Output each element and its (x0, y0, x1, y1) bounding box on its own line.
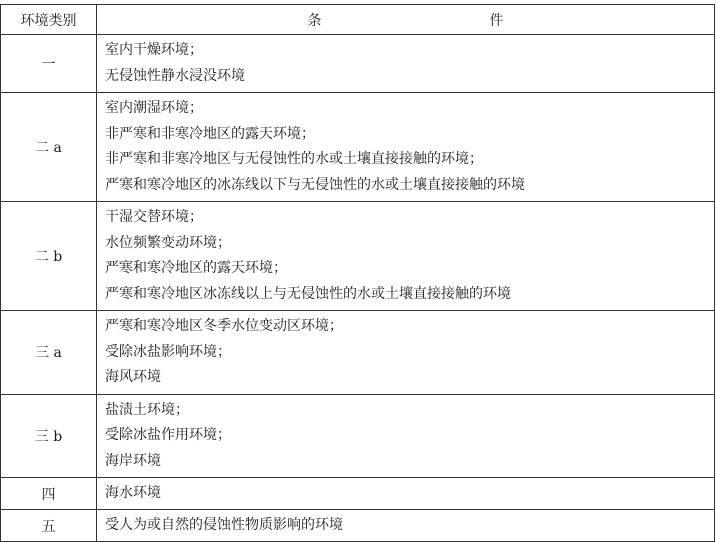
category-cell: 四 (1, 478, 97, 510)
table-row (1, 35, 715, 93)
condition-line: 非严寒和非寒冷地区的露天环境； (105, 125, 315, 142)
condition-line: 受除冰盐影响环境； (105, 343, 231, 360)
condition-cell (97, 394, 715, 478)
category-cell: 二 b (1, 202, 97, 311)
header-condition-char-2: 件 (489, 12, 504, 29)
condition-line: 海岸环境 (105, 452, 161, 469)
condition-line: 室内干燥环境； (105, 42, 203, 58)
condition-line: 严寒和寒冷地区冬季水位变动区环境； (105, 318, 343, 334)
category-cell: 一 (1, 35, 97, 93)
header-condition (97, 5, 715, 35)
condition-cell (97, 311, 715, 395)
category-cell: 三 b (1, 394, 97, 478)
condition-cell (97, 478, 715, 510)
environment-category-table (0, 4, 715, 542)
table-header-row (1, 5, 715, 35)
table-row (1, 311, 715, 395)
condition-line: 海水环境 (105, 485, 161, 501)
category-cell: 五 (1, 510, 97, 542)
condition-line: 干湿交替环境； (105, 209, 203, 225)
condition-line: 受人为或自然的侵蚀性物质影响的环境 (105, 517, 343, 533)
header-environment-category: 环境类别 (1, 5, 97, 35)
condition-line: 水位频繁变动环境； (105, 234, 231, 251)
condition-line: 室内潮湿环境； (105, 100, 203, 116)
condition-line: 非严寒和非寒冷地区与无侵蚀性的水或土壤直接接触的环境； (105, 151, 483, 167)
condition-line: 无侵蚀性静水浸没环境 (105, 67, 245, 84)
category-cell: 二 a (1, 93, 97, 202)
condition-line: 盐渍土环境； (105, 401, 189, 418)
table-row (1, 478, 715, 510)
table-row (1, 394, 715, 478)
condition-line: 严寒和寒冷地区的冰冻线以下与无侵蚀性的水或土壤直接接触的环境 (105, 176, 525, 193)
table-row (1, 202, 715, 311)
condition-line: 严寒和寒冷地区冰冻线以上与无侵蚀性的水或土壤直接接触的环境 (105, 285, 511, 302)
condition-cell (97, 93, 715, 202)
header-condition-char-1: 条 (307, 12, 322, 29)
condition-cell (97, 35, 715, 93)
condition-cell (97, 510, 715, 542)
table-row (1, 93, 715, 202)
condition-line: 严寒和寒冷地区的露天环境； (105, 260, 287, 276)
category-cell: 三 a (1, 311, 97, 395)
condition-line: 海风环境 (105, 369, 161, 385)
condition-cell (97, 202, 715, 311)
condition-line: 受除冰盐作用环境； (105, 427, 231, 443)
table-row (1, 510, 715, 542)
